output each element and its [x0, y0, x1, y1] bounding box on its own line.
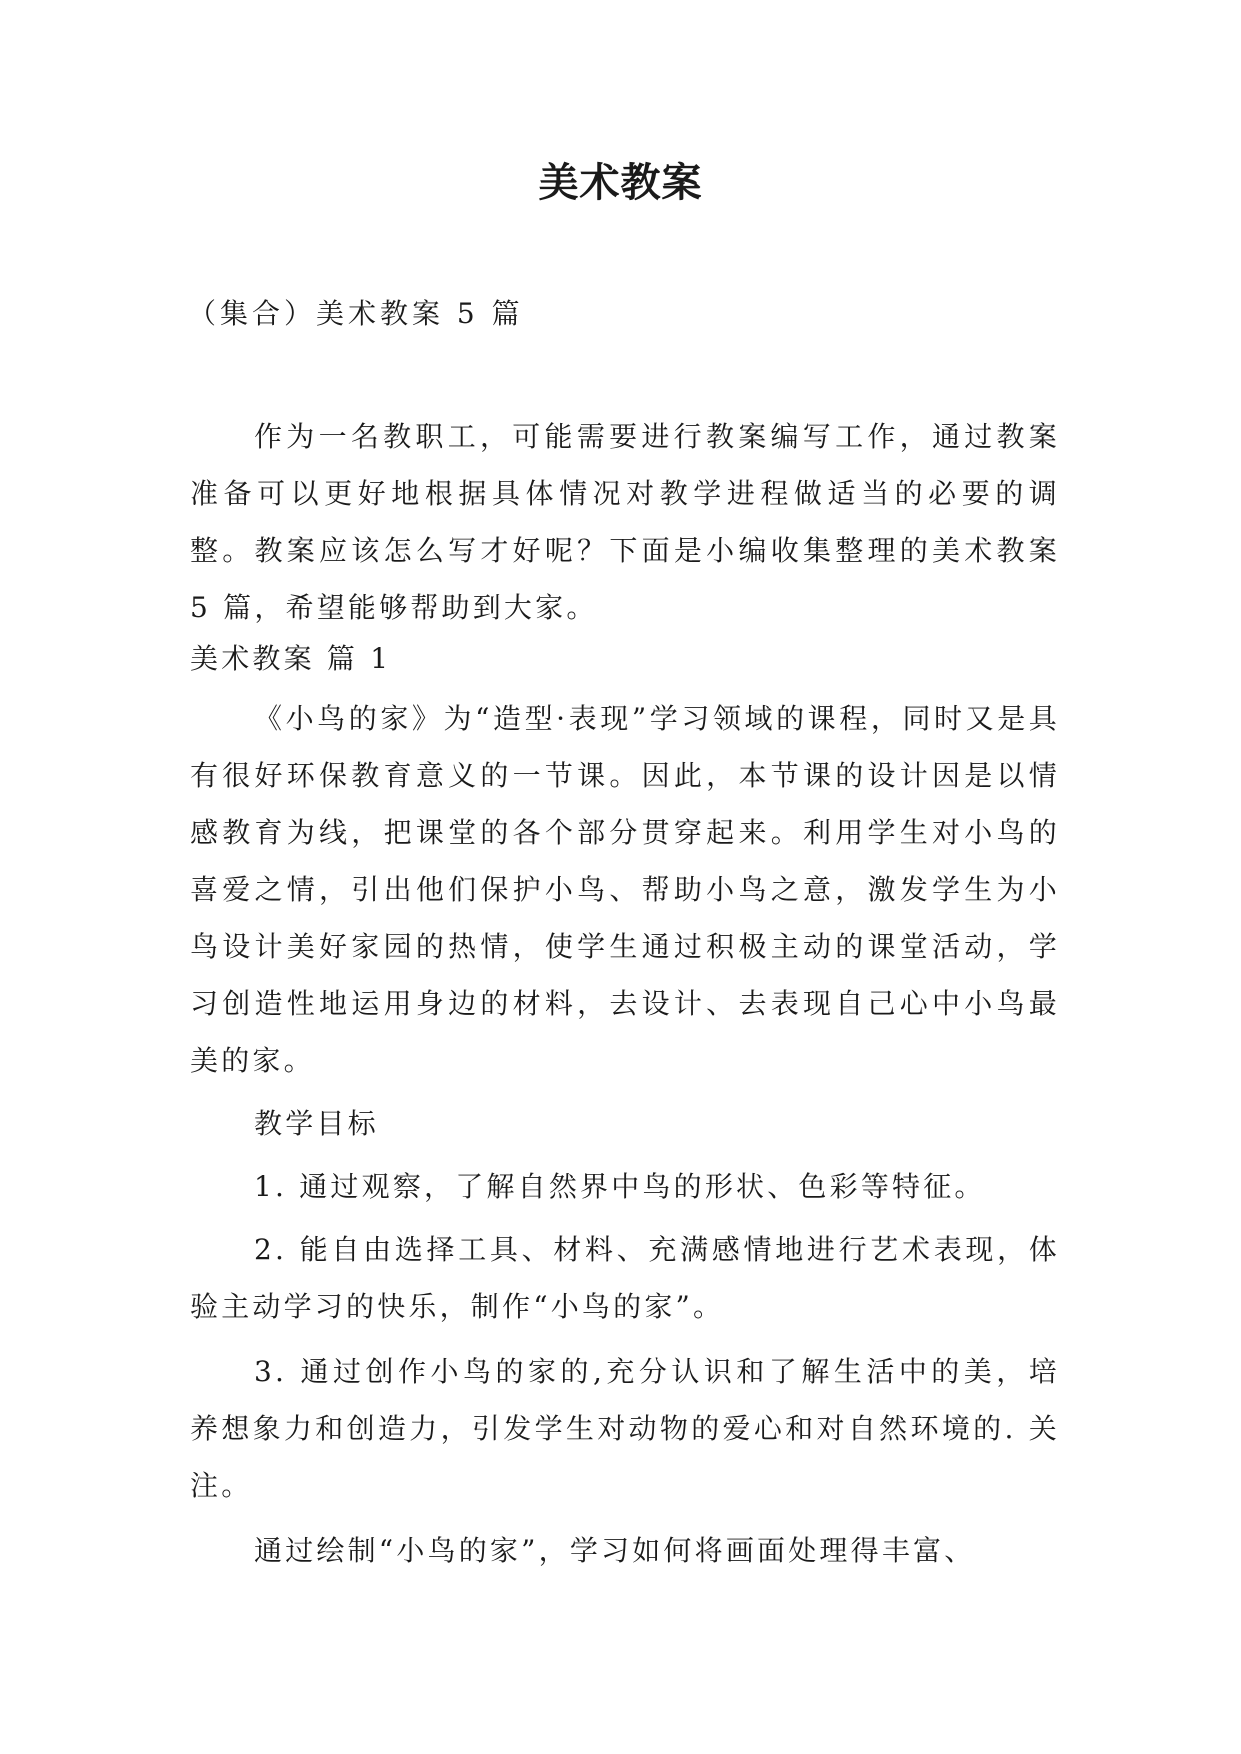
section-heading: 美术教案 篇 1: [190, 642, 392, 675]
document-subtitle: （集合）美术教案 5 篇: [188, 297, 524, 330]
document-body: [190, 408, 1060, 1579]
intro-paragraph: 作为一名教职工，可能需要进行教案编写工作，通过教案准备可以更好地根据具体情况对教学进程做适当的必要的调整。教案应该怎么写才好呢？下面是小编收集整理的美术教案 5 篇，希望能够帮助到大家。: [190, 420, 1060, 624]
closing-paragraph: 通过绘制“小鸟的家”，学习如何将画面处理得丰富、: [254, 1534, 976, 1567]
document-title: 美术教案: [538, 160, 703, 206]
objectives-heading: 教学目标: [254, 1107, 379, 1140]
section-paragraph: 《小鸟的家》为“造型·表现”学习领域的课程，同时又是具有很好环保教育意义的一节课。因此，本节课的设计因是以情感教育为线，把课堂的各个部分贯穿起来。利用学生对小鸟的喜爱之情，引出他们保护小鸟、帮助小鸟之意，激发学生为小鸟设计美好家园的热情，使学生通过积极主动的课堂活动，学习创造性地运用身边的材料，去设计、去表现自己心中小鸟最美的家。: [190, 702, 1060, 1077]
objective-item-2: 2. 能自由选择工具、材料、充满感情地进行艺术表现，体验主动学习的快乐，制作“小鸟的家”。: [190, 1233, 1060, 1323]
objective-item-3: 3. 通过创作小鸟的家的,充分认识和了解生活中的美，培养想象力和创造力，引发学生对动物的爱心和对自然环境的. 关注。: [190, 1355, 1060, 1502]
objective-item-1: 1. 通过观察，了解自然界中鸟的形状、色彩等特征。: [254, 1170, 986, 1203]
